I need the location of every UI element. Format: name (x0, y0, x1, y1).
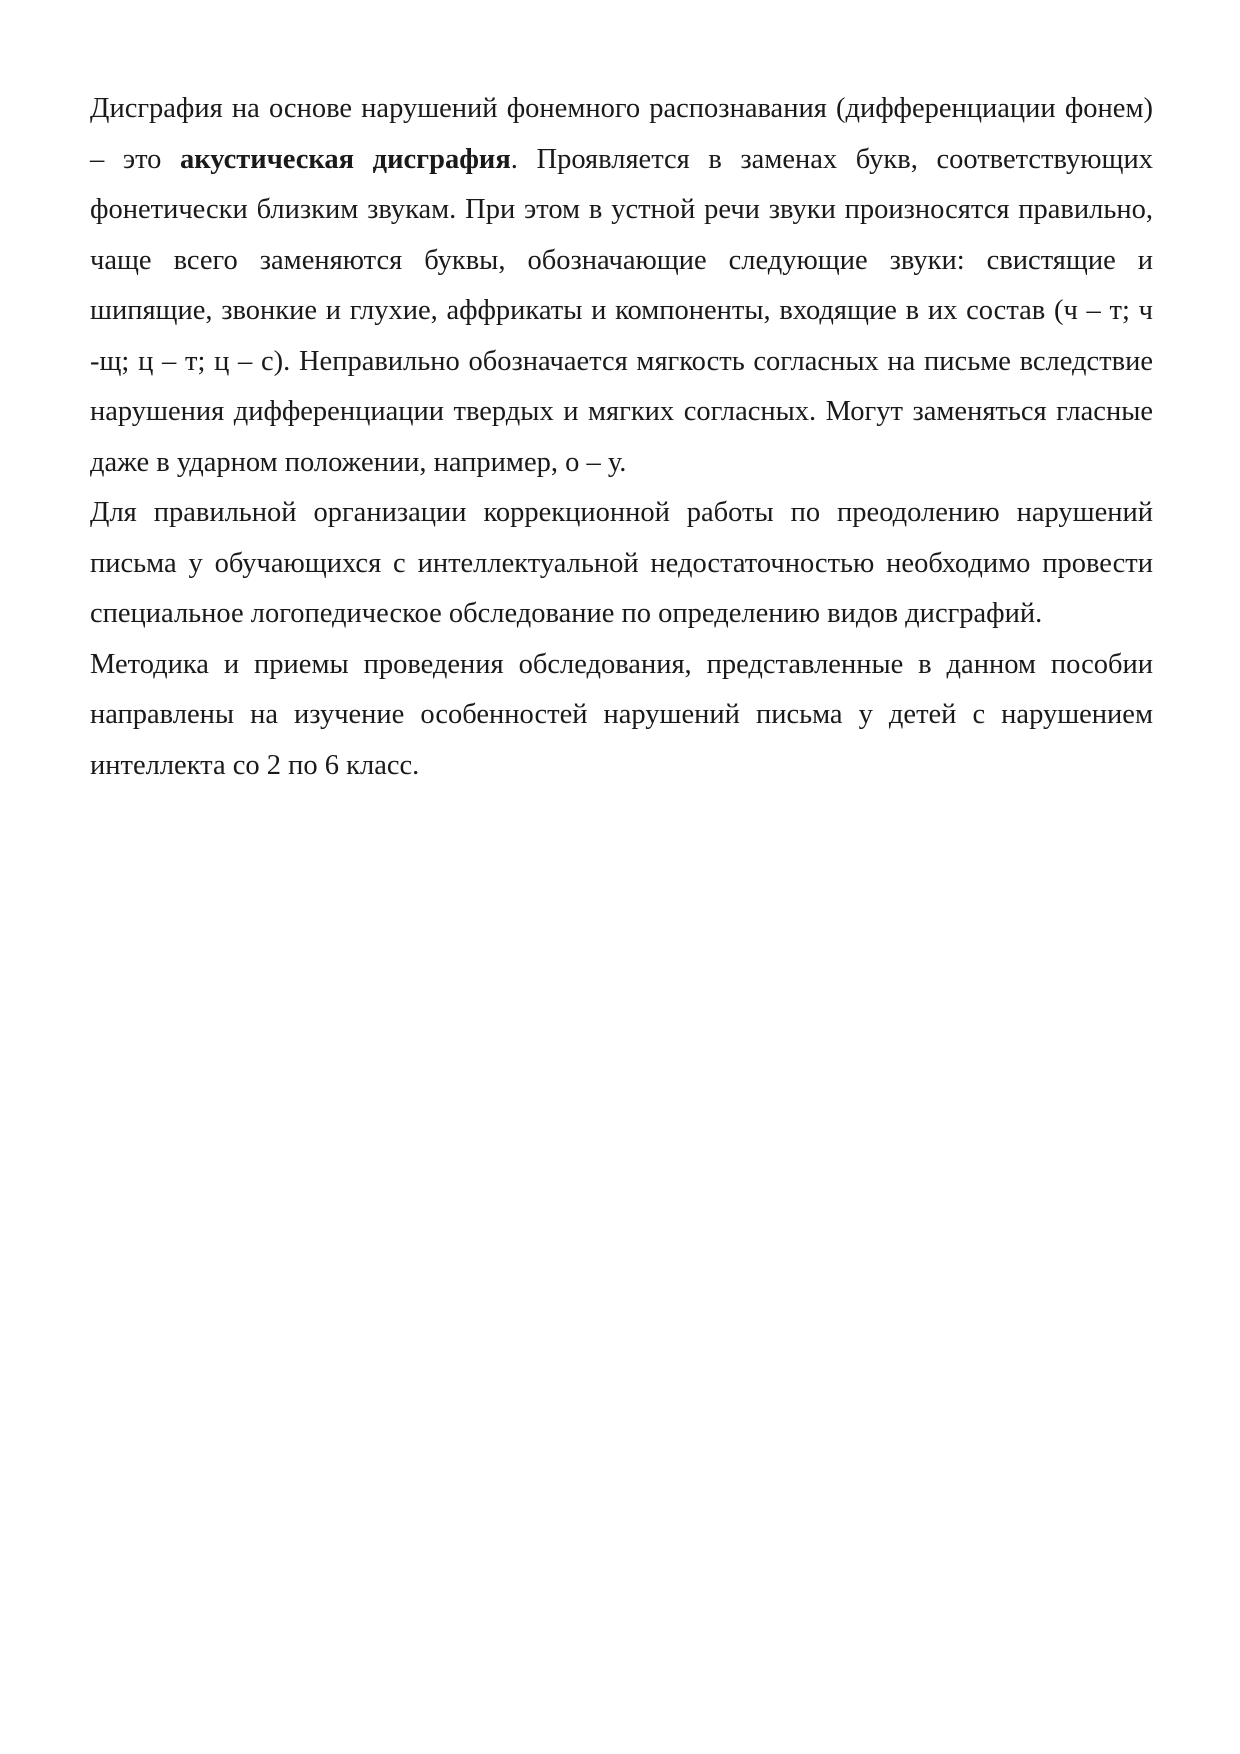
bold-term: акустическая дисграфия (180, 143, 511, 175)
paragraph-correction-work: Для правильной организации коррекционной работы по преодолению нарушений письма у обучающихся с интеллектуальной недостаточностью необходимо провести специальное логопедическое обследование по определению видов дисграфий. (90, 497, 1153, 629)
paragraph-text: Дисграфия на основе нарушений фонемного распознавания (дифференциации фонем) – это (90, 93, 1153, 175)
paragraph-text: . Проявляется в заменах букв, соответствующих фонетически близким звукам. При этом в устной речи звуки произносятся правильно, чаще всего заменяются буквы, обозначающие следующие звуки: свистящие и шипящие, звонкие и глухие, аффрикаты и компоненты, входящие в их состав (ч – т; ч -щ; ц – т; ц – с). Неправильно обозначается мягкость согласных на письме вследствие нарушения дифференциации твердых и мягких согласных. Могут заменяться гласные даже в ударном положении, например, о – у. (90, 143, 1153, 478)
paragraph-acoustic-dysgraphia (90, 84, 1153, 488)
document-body (90, 84, 1153, 791)
paragraph-methodology: Методика и приемы проведения обследования, представленные в данном пособии направлены на изучение особенностей нарушений письма у детей с нарушением интеллекта со 2 по 6 класс. (90, 648, 1153, 781)
